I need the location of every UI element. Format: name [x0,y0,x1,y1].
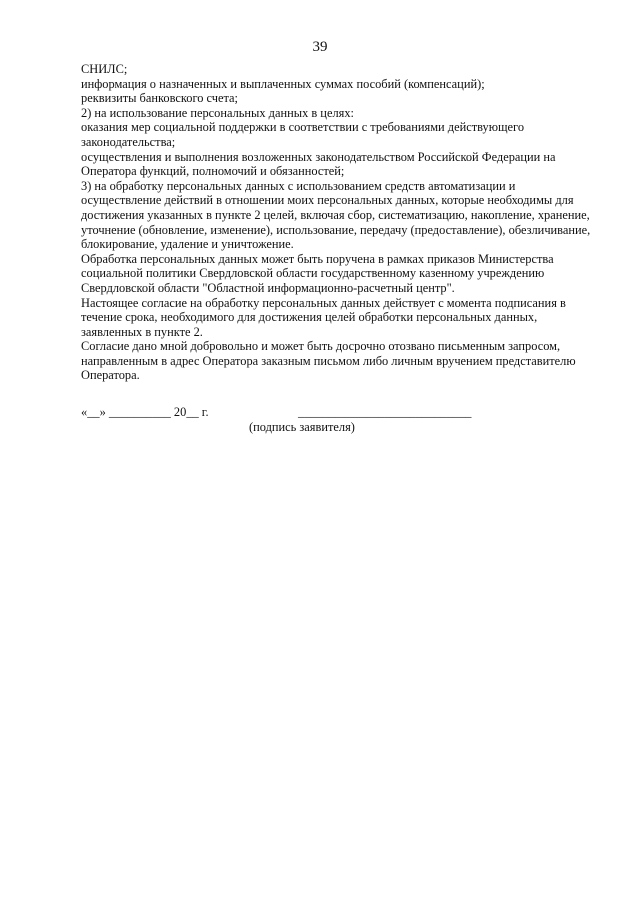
text-line: осуществление действий в отношении моих персональных данных, которые необходимы для [81,193,574,208]
text-line: Обработка персональных данных может быть поручена в рамках приказов Министерства [81,251,554,266]
text-line: течение срока, необходимого для достижения целей обработки персональных данных, [81,310,538,325]
text-line: 2) на использование персональных данных в целях: [81,105,354,120]
signature-caption: (подпись заявителя) [249,420,355,434]
text-line: Свердловской области "Областной информационно-расчетный центр". [81,280,455,295]
text-line: достижения указанных в пункте 2 целей, включая сбор, систематизацию, накопление, хранение, [81,207,590,222]
document-body [81,62,621,383]
text-line: информация о назначенных и выплаченных суммах пособий (компенсаций); [81,76,485,91]
text-line: направленным в адрес Оператора заказным письмом либо личным вручением представителю [81,353,576,368]
text-line: реквизиты банковского счета; [81,91,238,106]
text-line: 3) на обработку персональных данных с использованием средств автоматизации и [81,178,516,193]
text-line: осуществления и выполнения возложенных законодательством Российской Федерации на [81,149,556,164]
page-number: 39 [312,39,328,55]
text-line: СНИЛС; [81,62,128,76]
text-line: законодательства; [81,134,176,149]
text-line: уточнение (обновление, изменение), использование, передачу (предоставление), обезличивание, [81,222,591,237]
signature-row [81,405,601,421]
text-line: Настоящее согласие на обработку персональных данных действует с момента подписания в [81,295,566,310]
text-line: Согласие дано мной добровольно и может быть досрочно отозвано письменным запросом, [81,339,561,354]
text-line: оказания мер социальной поддержки в соответствии с требованиями действующего [81,120,525,135]
text-line: Оператора функций, полномочий и обязанностей; [81,164,345,179]
signature-date-field: «__» __________ 20__ г. [81,405,209,419]
text-line: социальной политики Свердловской области государственному казенному учреждению [81,266,545,281]
text-line: блокирование, удаление и уничтожение. [81,237,294,252]
text-line: Оператора. [81,368,140,383]
signature-line: ____________________________ [298,405,472,419]
text-line: заявленных в пункте 2. [81,324,203,339]
